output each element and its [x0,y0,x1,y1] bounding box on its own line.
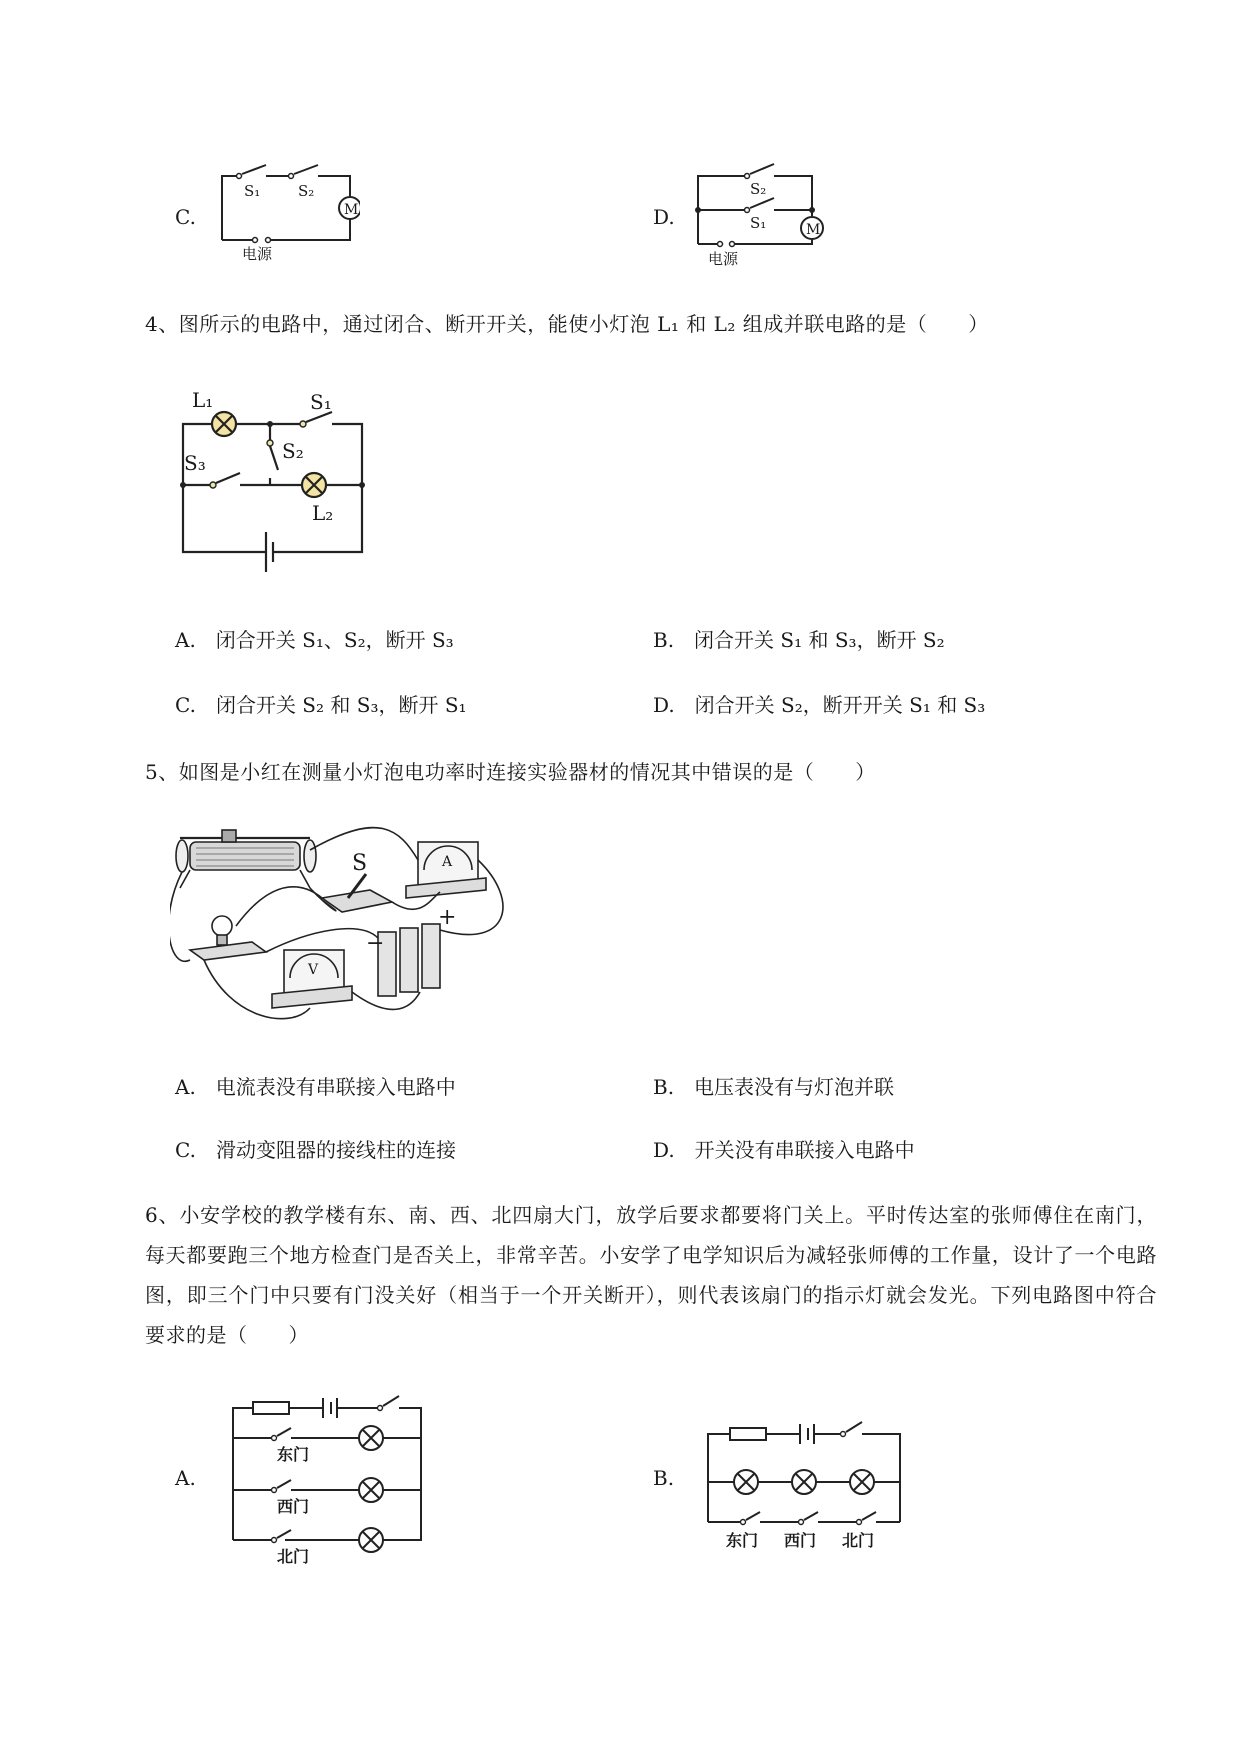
q6-a-door-north: 北门 [277,1547,310,1566]
q5-option-a[interactable]: A. 电流表没有串联接入电路中 [175,1075,456,1099]
c-label-s2: S₂ [298,182,315,200]
q3-option-c-label: C. [175,205,196,229]
q3-option-d-label: D. [653,205,675,229]
d-label-power: 电源 [708,250,739,268]
d-motor-label: M [806,222,821,238]
q4-fig-l2: L₂ [312,501,334,525]
q5-fig-voltmeter-label: V [308,962,319,978]
q3-option-c-circuit [210,160,360,265]
q4-option-b[interactable]: B. 闭合开关 S₁ 和 S₃，断开 S₂ [653,628,945,652]
q6-b-door-west: 西门 [784,1531,817,1550]
q3-option-d-circuit [690,160,840,270]
q5-fig-switch-label: S [352,851,368,876]
q6-a-door-west: 西门 [277,1497,310,1516]
q6-a-door-east: 东门 [277,1445,310,1464]
q4-fig-s3: S₃ [184,451,206,475]
q5-option-b[interactable]: B. 电压表没有与灯泡并联 [653,1075,895,1099]
q4-option-d[interactable]: D. 闭合开关 S₂，断开开关 S₁ 和 S₃ [653,693,986,717]
q6-b-door-east: 东门 [726,1531,759,1550]
d-label-s1: S₁ [750,214,767,232]
q4-fig-s2: S₂ [282,439,304,463]
q4-circuit-diagram [170,382,380,582]
q4-fig-l1: L₁ [192,388,214,412]
q5-stem: 5、如图是小红在测量小灯泡电功率时连接实验器材的情况其中错误的是（ ） [145,760,876,784]
q4-option-c[interactable]: C. 闭合开关 S₂ 和 S₃，断开 S₁ [175,693,467,717]
q6-option-a-circuit [225,1390,455,1570]
q5-fig-ammeter-label: A [442,854,453,870]
c-label-s1: S₁ [244,182,261,200]
q5-option-c[interactable]: C. 滑动变阻器的接线柱的连接 [175,1138,456,1162]
d-label-s2: S₂ [750,180,767,198]
q5-fig-plus: + [438,905,457,930]
c-label-power: 电源 [242,245,273,263]
q6-stem: 6、小安学校的教学楼有东、南、西、北四扇大门，放学后要求都要将门关上。平时传达室的张师傅住在南门，每天都要跑三个地方检查门是否关上，非常辛苦。小安学了电学知识后为减轻张师傅的工作量，设计了一个电路图，即三个门中只要有门没关好（相当于一个开关断开），则代表该扇门的指示灯就会发光。下列电路图中符合要求的是（ ） [145,1203,1157,1347]
q6-option-b-label[interactable]: B. [653,1466,675,1490]
q5-fig-minus: − [366,931,385,956]
q5-option-d[interactable]: D. 开关没有串联接入电路中 [653,1138,915,1162]
q4-fig-s1: S₁ [310,390,332,414]
q4-stem: 4、图所示的电路中，通过闭合、断开开关，能使小灯泡 L₁ 和 L₂ 组成并联电路的是（ ） [145,312,989,336]
q6-option-b-circuit [700,1410,920,1560]
c-motor-label: M [344,202,359,218]
q6-option-a-label[interactable]: A. [175,1466,196,1490]
q6-b-door-north: 北门 [842,1531,875,1550]
q4-option-a[interactable]: A. 闭合开关 S₁、S₂，断开 S₃ [175,628,454,652]
q5-apparatus-figure [170,820,510,1040]
